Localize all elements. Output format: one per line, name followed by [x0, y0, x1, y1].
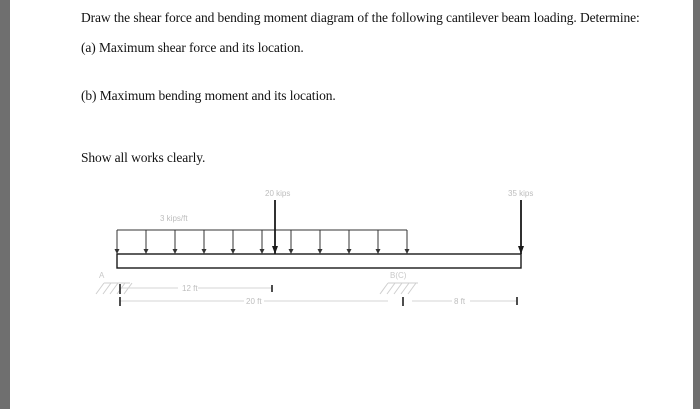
support-a-label: A: [99, 271, 105, 280]
distributed-load-label: 3 kips/ft: [160, 214, 188, 223]
work-instruction: Show all works clearly.: [81, 150, 206, 165]
dimension-12ft: 12 ft: [182, 284, 198, 293]
support-b-label: B(C): [390, 271, 407, 280]
dimension-20ft: 20 ft: [246, 297, 262, 306]
point-load-20-label: 20 kips: [265, 189, 291, 198]
question-b: (b) Maximum bending moment and its location.: [81, 88, 336, 103]
support-b-symbol: [380, 283, 418, 294]
point-load-35-label: 35 kips: [508, 189, 534, 198]
point-load-35-arrowhead: [518, 246, 524, 254]
point-load-20-arrowhead: [272, 246, 278, 254]
problem-intro: Draw the shear force and bending moment diagram of the following cantilever beam loading. Determine:: [81, 10, 640, 25]
beam: [117, 254, 521, 268]
question-a: (a) Maximum shear force and its location.: [81, 40, 304, 55]
distributed-load-arrowheads: [115, 249, 410, 254]
dimension-8ft: 8 ft: [454, 297, 466, 306]
